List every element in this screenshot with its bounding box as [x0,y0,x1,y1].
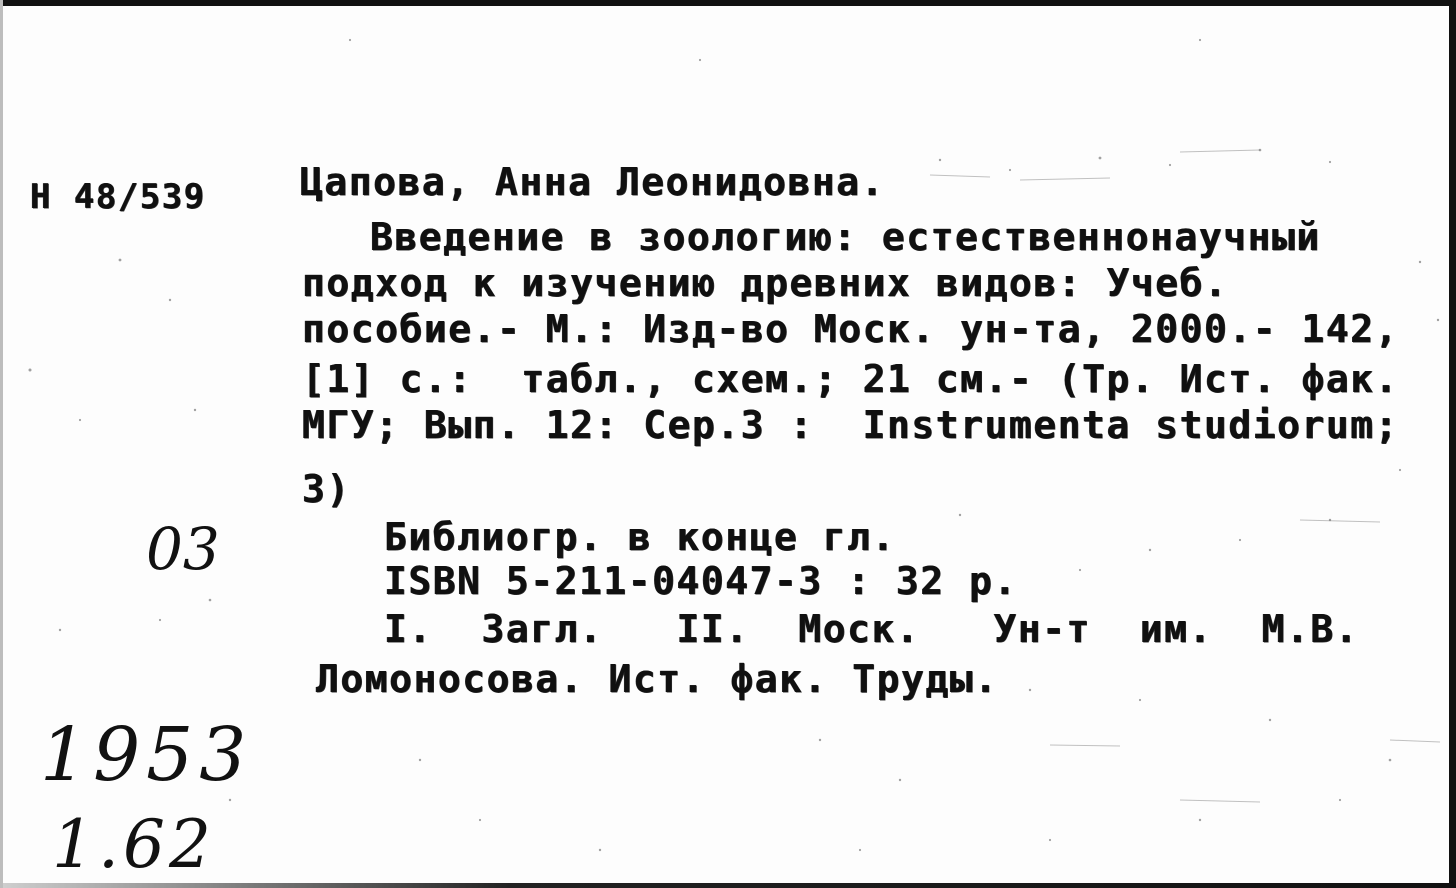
description-line: подход к изучению древних видов: Учеб. [302,261,1229,305]
isbn-price-line: ISBN 5-211-04047-3 : 32 р. [384,559,1018,603]
handwritten-code: 03 [146,515,220,583]
author-line: Цапова, Анна Леонидовна. [300,160,886,204]
handwritten-number: 1.62 [52,806,215,883]
tracings-line: I. Загл. II. Моск. Ун-т им. М.В. [384,607,1360,651]
description-line: Введение в зоологию: естественнонаучный [370,215,1321,259]
description-line: МГУ; Вып. 12: Сер.3 : Instrumenta studiorum; [302,403,1400,447]
call-number: Н 48/539 [30,177,206,217]
description-line: 3) [302,467,351,511]
description-line: [1] с.: табл., схем.; 21 см.- (Тр. Ист. фак. [302,357,1400,401]
description-line: пособие.- М.: Изд-во Моск. ун-та, 2000.- 142, [302,307,1400,351]
tracings-line: Ломоносова. Ист. фак. Труды. [316,657,999,701]
bibliography-note: Библиогр. в конце гл. [384,515,896,559]
handwritten-number: 1953 [40,712,253,798]
